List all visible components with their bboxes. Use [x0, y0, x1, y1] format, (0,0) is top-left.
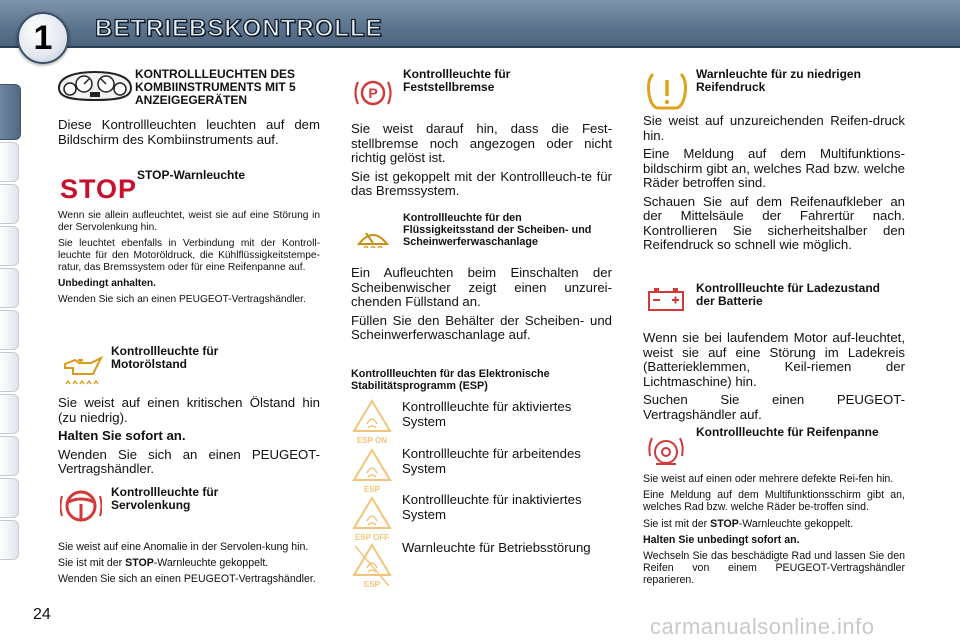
flat-title: Kontrollleuchte für Reifenpanne — [696, 425, 879, 439]
tyre-p1: Sie weist auf unzureichenden Reifen-druck hin. — [643, 113, 905, 143]
tyre-pressure-icon — [645, 70, 689, 112]
kombi-text: Diese Kontrollleuchten leuchten auf dem Bildschirm des Kombiinstruments auf. — [58, 117, 320, 147]
battery-description — [643, 331, 905, 426]
flat-p2: Eine Meldung auf dem Multifunktionsschirm gibt an, welches Rad bzw. welche Räder be-troffen sind. — [643, 489, 905, 514]
battery-title: Kontrollleuchte für Ladezustand der Batterie — [696, 281, 881, 308]
svg-text:P: P — [368, 85, 378, 101]
chapter-tab[interactable] — [0, 520, 19, 560]
servo-description — [58, 541, 320, 590]
svg-text:!: ! — [79, 508, 83, 517]
washer-description — [351, 266, 612, 347]
stop-description — [58, 210, 320, 310]
kombi-title: KONTROLLLEUCHTEN DES KOMBIINSTRUMENTS MIT 5 ANZEIGEGERÄTEN — [135, 67, 296, 107]
flat-tyre-icon — [646, 430, 686, 470]
brake-p1: Sie weist darauf hin, dass die Fest-stellbremse noch angezogen oder nicht richtig gelöst ist. — [351, 121, 612, 165]
chapter-tab[interactable] — [0, 184, 19, 224]
tyre-title: Warnleuchte für zu niedrigen Reifendruck — [696, 67, 861, 94]
brake-title: Kontrollleuchte für Feststellbremse — [403, 67, 511, 94]
esp-item-activated: Kontrollleuchte für aktiviertes System — [402, 399, 572, 429]
parking-brake-icon — [353, 76, 393, 110]
stop-p2: Sie leuchtet ebenfalls in Verbindung mit der Kontroll-leuchte für den Motoröldruck, die Kühlflüssigkeitstempe-ratur, das Bremssystem oder für eine Reifenpanne auf. — [58, 238, 320, 273]
esp-on-icon — [351, 398, 393, 446]
tyre-description — [643, 114, 905, 257]
servo-title: Kontrollleuchte für Servolenkung — [111, 485, 219, 512]
stop-p3: Unbedingt anhalten. — [58, 278, 156, 289]
oil-description — [58, 396, 320, 481]
chapter-tab[interactable] — [0, 310, 19, 350]
oil-p2: Halten Sie sofort an. — [58, 428, 186, 443]
tyre-p2: Eine Meldung auf dem Multifunktions-bildschirm gibt an, welches Rad bzw. welche Räder betroffen sind. — [643, 146, 905, 190]
oil-can-icon — [61, 348, 105, 386]
stop-title: STOP-Warnleuchte — [137, 168, 246, 182]
tyre-p3: Schauen Sie auf dem Reifenaufkleber an der Mittelsäule der Fahrertür nach. Kontrollieren Sie sicherheitshalber den Reifendruck so schnell wie möglich. — [643, 193, 905, 252]
chapter-tab[interactable] — [0, 478, 19, 518]
chapter-tab-active[interactable] — [0, 84, 21, 140]
chapter-badge: 1 — [17, 12, 69, 64]
chapter-tab[interactable] — [0, 268, 19, 308]
esp-off-icon — [351, 495, 393, 543]
esp-item-working: Kontrollleuchte für arbeitendes System — [402, 446, 581, 476]
oil-p3: Wenden Sie sich an einen PEUGEOT-Vertragshändler. — [58, 446, 320, 476]
svg-text:ESP: ESP — [363, 485, 381, 494]
power-steering-icon — [60, 486, 102, 526]
svg-text:ESP ON: ESP ON — [356, 436, 388, 445]
washer-p2: Füllen Sie den Behälter der Scheiben- und Scheinwerferwaschanlage auf. — [351, 312, 612, 342]
flat-p5: Wechseln Sie das beschädigte Rad und lassen Sie den Reifen von einem PEUGEOT-Vertragshändler reparieren. — [643, 550, 905, 587]
esp-fault-icon — [351, 542, 393, 590]
esp-item-fault: Warnleuchte für Betriebsstörung — [402, 540, 591, 555]
battery-icon — [646, 285, 686, 313]
battery-p1: Wenn sie bei laufendem Motor auf-leuchtet, weist sie auf eine Störung im Ladekreis (Batterieklemmen, Keil-riemen der Lichtmaschine) hin. — [643, 330, 905, 389]
washer-p1: Ein Aufleuchten beim Einschalten der Scheibenwischer zeigt einen unzurei-chenden Füllstand an. — [351, 265, 612, 309]
flat-p4: Halten Sie unbedingt sofort an. — [643, 533, 800, 546]
stop-p1: Wenn sie allein aufleuchtet, weist sie auf eine Störung in der Servolenkung hin. — [58, 210, 320, 233]
chapter-tab[interactable] — [0, 142, 19, 182]
oil-p1: Sie weist auf einen kritischen Ölstand hin (zu niedrig). — [58, 395, 320, 425]
chapter-tab[interactable] — [0, 394, 19, 434]
instrument-cluster-icon — [57, 70, 133, 102]
stop-warning-icon: STOP — [60, 174, 138, 204]
battery-p2: Suchen Sie einen PEUGEOT-Vertragshändler auf. — [643, 392, 905, 422]
flat-description — [643, 473, 905, 591]
brake-p2: Sie ist gekoppelt mit der Kontrollleuch-te für das Bremssystem. — [351, 168, 612, 198]
esp-active-icon — [351, 447, 393, 495]
watermark: carmanualsonline.info — [650, 614, 875, 639]
servo-p2: Sie ist mit der STOP-Warnleuchte gekoppelt. — [58, 557, 269, 570]
svg-text:ESP: ESP — [363, 580, 381, 589]
brake-description — [351, 122, 612, 203]
svg-text:ESP OFF: ESP OFF — [354, 533, 390, 542]
servo-p3: Wenden Sie sich an einen PEUGEOT-Vertragshändler. — [58, 573, 316, 586]
stop-p4: Wenden Sie sich an einen PEUGEOT-Vertragshändler. — [58, 294, 306, 305]
oil-title: Kontrollleuchte für Motorölstand — [111, 344, 219, 371]
page-title: BETRIEBSKONTROLLE — [95, 15, 383, 42]
chapter-tab[interactable] — [0, 436, 19, 476]
chapter-tab[interactable] — [0, 226, 19, 266]
chapter-tab[interactable] — [0, 352, 19, 392]
page-number: 24 — [33, 606, 51, 623]
flat-p1: Sie weist auf einen oder mehrere defekte Rei-fen hin. — [643, 473, 894, 485]
esp-item-deactivated: Kontrollleuchte für inaktiviertes System — [402, 492, 582, 522]
esp-title: Kontrollleuchten für das Elektronische Stabilitätsprogramm (ESP) — [351, 368, 550, 393]
washer-fluid-icon — [356, 222, 390, 250]
servo-p1: Sie weist auf eine Anomalie in der Servolen-kung hin. — [58, 541, 309, 553]
flat-p3: Sie ist mit der STOP-Warnleuchte gekoppelt. — [643, 517, 854, 530]
washer-title: Kontrollleuchte für den Flüssigkeitsstand der Scheiben- und Scheinwerferwaschanlage — [403, 212, 592, 249]
